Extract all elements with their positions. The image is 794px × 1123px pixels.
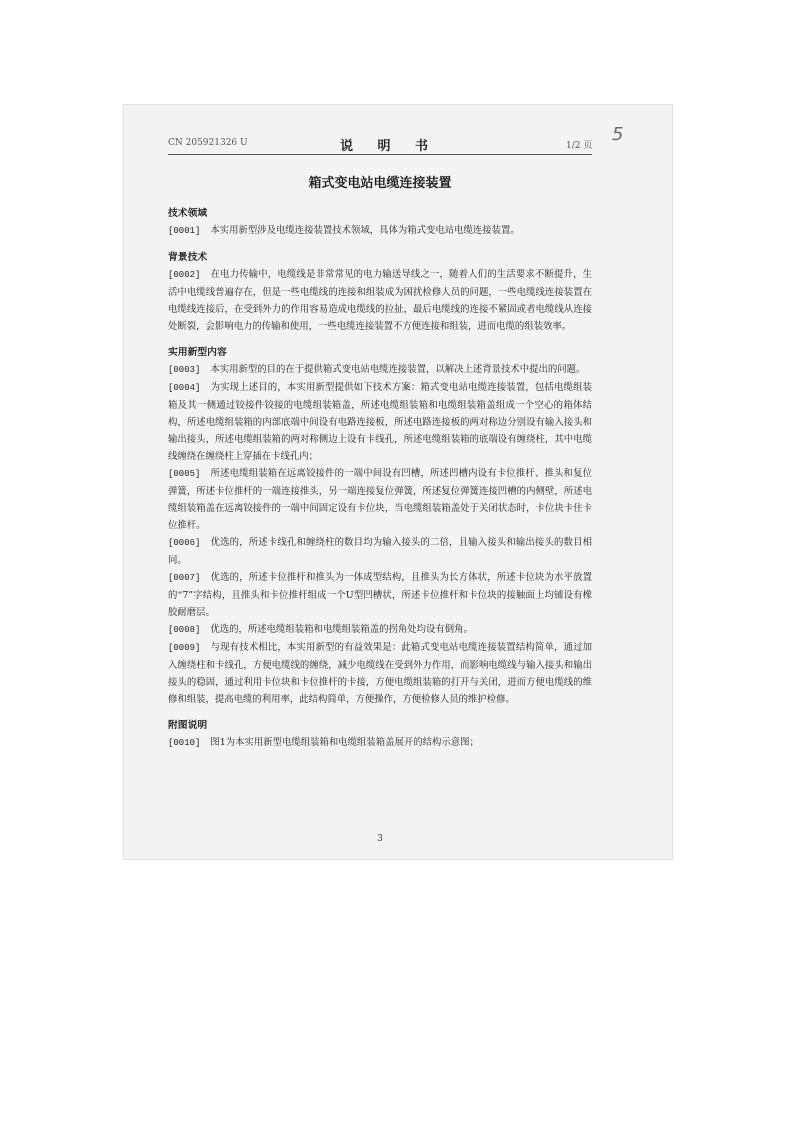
paragraph-text: 图1为本实用新型电缆组装箱和电缆组装箱盖展开的结构示意图； xyxy=(210,737,479,748)
section-drawings xyxy=(168,718,592,752)
page-info: 1/2 页 xyxy=(566,141,593,151)
paragraph-text: 在电力传输中，电缆线是非常常见的电力输送导线之一，随着人们的生活要求不断提升，生活中电缆线普遍存在，但是一些电缆线的连接和组装成为困扰检修人员的问题，一些电缆线连接装置在电缆线连接后，在受到外力的作用容易造成电缆线的拉扯，最后电缆线的连接不紧固或者电缆线从连接处断裂，会影响电力的传输和使用，一些电缆连接装置不方便连接和组装，进而电缆的组装效率。 xyxy=(168,269,592,332)
header-rule xyxy=(168,154,592,155)
page-number: 3 xyxy=(377,834,383,844)
paragraph-number: [0006] xyxy=(168,538,201,548)
paragraph xyxy=(168,569,592,621)
section-technical-field xyxy=(168,206,592,240)
section-heading: 实用新型内容 xyxy=(168,347,227,358)
paragraph-text: 本实用新型的目的在于提供箱式变电站电缆连接装置，以解决上述背景技术中提出的问题。 xyxy=(210,364,586,375)
section-heading: 背景技术 xyxy=(168,252,208,263)
section-background xyxy=(168,250,592,335)
paragraph-number: [0008] xyxy=(168,625,201,635)
header-title: 说 明 书 xyxy=(340,139,439,154)
document-title: 箱式变电站电缆连接装置 xyxy=(308,176,452,191)
paragraph-number: [0001] xyxy=(168,226,201,236)
paragraph-number: [0004] xyxy=(168,383,201,393)
section-heading: 技术领域 xyxy=(168,208,208,219)
paragraph xyxy=(168,266,592,335)
paragraph-number: [0007] xyxy=(168,573,201,583)
document-body xyxy=(168,206,592,752)
paragraph-number: [0010] xyxy=(168,738,201,748)
paragraph xyxy=(168,361,592,379)
paragraph xyxy=(168,534,592,569)
paragraph-text: 优选的，所述电缆组装箱和电缆组装箱盖的拐角处均设有倒角。 xyxy=(210,624,473,635)
paragraph xyxy=(168,734,592,752)
paragraph xyxy=(168,621,592,639)
paragraph-number: [0002] xyxy=(168,270,201,280)
paragraph xyxy=(168,465,592,534)
paragraph-number: [0003] xyxy=(168,365,201,375)
paragraph-text: 优选的，所述卡位推杆和推头为一体成型结构，且推头为长方体状，所述卡位块为水平放置的“7”字结构，且推头和卡位推杆组成一个U型凹槽状，所述卡位推杆和卡位块的接触面上均铺设有橡胶耐磨层。 xyxy=(168,572,592,618)
doc-number: CN 205921326 U xyxy=(168,138,248,148)
paragraph xyxy=(168,379,592,465)
paragraph-text: 优选的，所述卡线孔和缠绕柱的数目均为输入接头的二倍，且输入接头和输出接头的数目相同。 xyxy=(168,537,592,566)
paragraph-text: 与现有技术相比，本实用新型的有益效果是：此箱式变电站电缆连接装置结构简单，通过加入缠绕柱和卡线孔，方便电缆线的缠绕，减少电缆线在受到外力作用，而影响电缆线与输入接头和输出接头的稳固，通过利用卡位块和卡位推杆的卡接，方便电缆组装箱的打开与关闭，进而方便电缆线的维修和组装，提高电缆的利用率，此结构简单，方便操作，方便检修人员的维护检修。 xyxy=(168,642,592,705)
handwritten-mark: 5 xyxy=(612,124,624,145)
paragraph-text: 本实用新型涉及电缆连接装置技术领域，具体为箱式变电站电缆连接装置。 xyxy=(210,225,520,236)
paragraph xyxy=(168,222,592,240)
paragraph-text: 为实现上述目的，本实用新型提供如下技术方案：箱式变电站电缆连接装置，包括电缆组装箱及其一侧通过铰接件铰接的电缆组装箱盖，所述电缆组装箱和电缆组装箱盖组成一个空心的箱体结构，所述电缆组装箱的内部底端中间设有电路连接板，所述电路连接板的两对称边分别设有输入接头和输出接头，所述电缆组装箱的两对称侧边上设有卡线孔，所述电缆组装箱的底端设有缠绕柱，其中电缆线缠绕在缠绕柱上穿插在卡线孔内； xyxy=(168,382,592,462)
paragraph-number: [0005] xyxy=(168,469,201,479)
paragraph xyxy=(168,639,592,708)
section-heading: 附图说明 xyxy=(168,720,208,731)
paragraph-text: 所述电缆组装箱在远离铰接件的一端中间设有凹槽，所述凹槽内设有卡位推杆、推头和复位弹簧，所述卡位推杆的一端连接推头，另一端连接复位弹簧，所述复位弹簧连接凹槽的内侧壁，所述电缆组装箱盖在远离铰接件的一端中间固定设有卡位块，当电缆组装箱盖处于关闭状态时，卡位块卡住卡位推杆。 xyxy=(168,468,592,531)
section-summary xyxy=(168,345,592,708)
paragraph-number: [0009] xyxy=(168,643,201,653)
